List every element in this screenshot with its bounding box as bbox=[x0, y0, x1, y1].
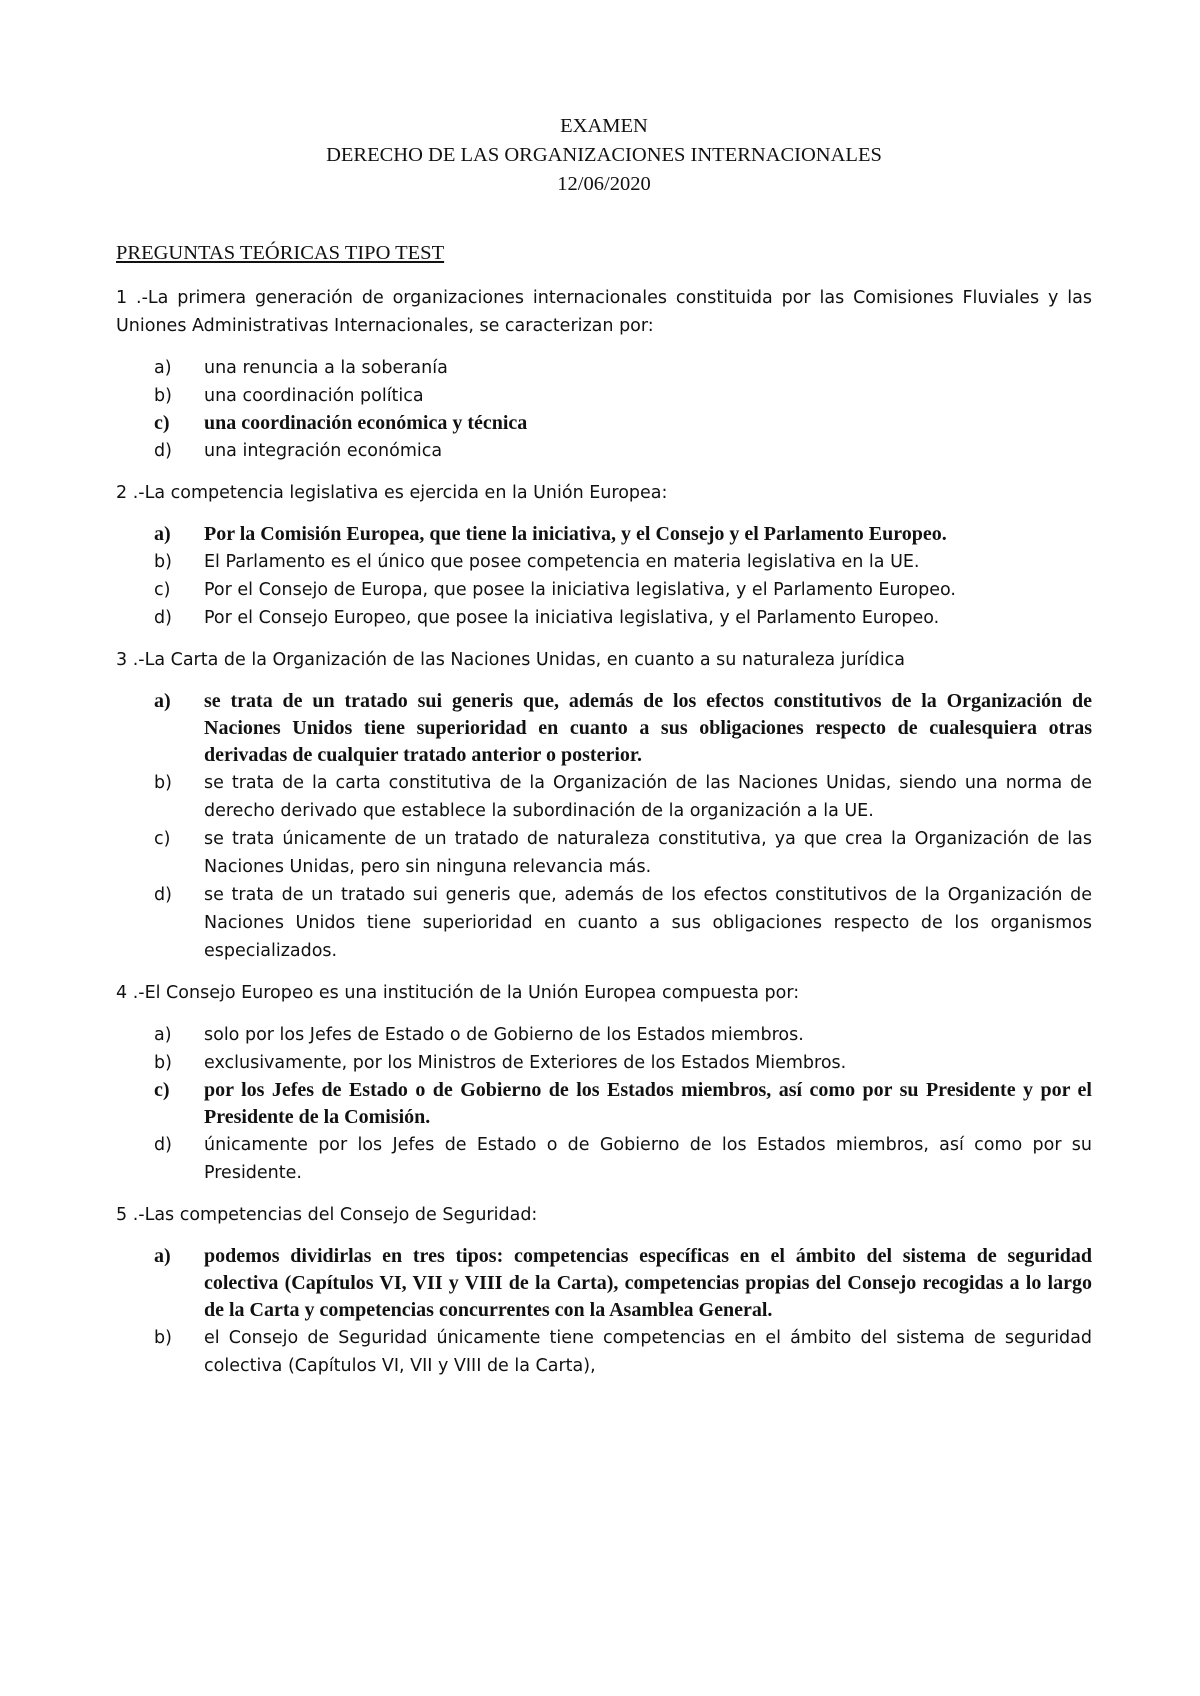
option-text: podemos dividirlas en tres tipos: competencias específicas en el ámbito del sistema de seguridad colectiva (Capítulos VI, VII y VIII de la Carta), competencias propias del Consejo recogidas a lo largo de la Carta y competencias concurrentes con la Asamblea General. bbox=[204, 1245, 1092, 1321]
option-text: una renuncia a la soberanía bbox=[204, 358, 448, 378]
option-letter: a) bbox=[154, 1025, 172, 1045]
option-letter: c) bbox=[154, 829, 171, 849]
option-text: El Parlamento es el único que posee competencia en materia legislativa en la UE. bbox=[204, 552, 920, 572]
answer-option bbox=[116, 382, 1092, 410]
answer-option bbox=[116, 769, 1092, 825]
question-1 bbox=[116, 284, 1092, 465]
question-list bbox=[116, 284, 1092, 1380]
option-list bbox=[116, 354, 1092, 465]
option-text: por los Jefes de Estado o de Gobierno de los Estados miembros, así como por su Presidente y por el Presidente de la Comisión. bbox=[204, 1079, 1092, 1128]
question-5 bbox=[116, 1201, 1092, 1380]
answer-option bbox=[116, 1131, 1092, 1187]
option-text: Por el Consejo Europeo, que posee la iniciativa legislativa, y el Parlamento Europeo. bbox=[204, 608, 940, 628]
answer-option bbox=[116, 576, 1092, 604]
answer-option-correct bbox=[116, 1077, 1092, 1131]
answer-option-correct bbox=[116, 688, 1092, 769]
option-text: una integración económica bbox=[204, 441, 443, 461]
option-letter: a) bbox=[154, 690, 171, 712]
question-4 bbox=[116, 979, 1092, 1187]
answer-option bbox=[116, 354, 1092, 382]
question-stem: 2 .-La competencia legislativa es ejercida en la Unión Europea: bbox=[116, 483, 668, 503]
answer-option-correct bbox=[116, 1243, 1092, 1324]
option-text: se trata de un tratado sui generis que, además de los efectos constitutivos de la Organización de Naciones Unidos tiene superioridad en cuanto a sus obligaciones respecto de cualesquiera otras derivadas de cualquier tratado anterior o posterior. bbox=[204, 690, 1092, 766]
question-stem: 1 .-La primera generación de organizaciones internacionales constituida por las Comisiones Fluviales y las Uniones Administrativas Internacionales, se caracterizan por: bbox=[116, 288, 1092, 336]
option-list bbox=[116, 688, 1092, 965]
option-letter: b) bbox=[154, 386, 172, 406]
option-text: solo por los Jefes de Estado o de Gobierno de los Estados miembros. bbox=[204, 1025, 804, 1045]
question-stem: 4 .-El Consejo Europeo es una institución de la Unión Europea compuesta por: bbox=[116, 983, 800, 1003]
option-letter: c) bbox=[154, 412, 170, 434]
question-stem: 5 .-Las competencias del Consejo de Seguridad: bbox=[116, 1205, 538, 1225]
answer-option bbox=[116, 1049, 1092, 1077]
answer-option-correct bbox=[116, 410, 1092, 437]
option-letter: d) bbox=[154, 885, 172, 905]
answer-option bbox=[116, 548, 1092, 576]
option-letter: b) bbox=[154, 1328, 172, 1348]
option-letter: a) bbox=[154, 523, 171, 545]
course-title: DERECHO DE LAS ORGANIZACIONES INTERNACIONALES bbox=[326, 144, 882, 166]
option-text: exclusivamente, por los Ministros de Exteriores de los Estados Miembros. bbox=[204, 1053, 847, 1073]
option-letter: b) bbox=[154, 1053, 172, 1073]
exam-header bbox=[116, 112, 1092, 199]
option-letter: c) bbox=[154, 580, 171, 600]
option-letter: a) bbox=[154, 358, 172, 378]
option-text: se trata de un tratado sui generis que, además de los efectos constitutivos de la Organización de Naciones Unidos tiene superioridad en cuanto a sus obligaciones respecto de los organismos especializados. bbox=[204, 885, 1092, 961]
option-text: Por el Consejo de Europa, que posee la iniciativa legislativa, y el Parlamento Europeo. bbox=[204, 580, 956, 600]
option-letter: d) bbox=[154, 608, 172, 628]
option-text: Por la Comisión Europea, que tiene la iniciativa, y el Consejo y el Parlamento Europeo. bbox=[204, 523, 947, 545]
question-2 bbox=[116, 479, 1092, 632]
question-3 bbox=[116, 646, 1092, 965]
answer-option bbox=[116, 881, 1092, 965]
exam-date: 12/06/2020 bbox=[557, 173, 651, 195]
option-letter: c) bbox=[154, 1079, 170, 1101]
option-text: una coordinación política bbox=[204, 386, 424, 406]
option-text: se trata únicamente de un tratado de naturaleza constitutiva, ya que crea la Organización de las Naciones Unidas, pero sin ninguna relevancia más. bbox=[204, 829, 1092, 877]
answer-option bbox=[116, 1021, 1092, 1049]
section-title: PREGUNTAS TEÓRICAS TIPO TEST bbox=[116, 242, 445, 264]
option-letter: b) bbox=[154, 552, 172, 572]
option-list bbox=[116, 1021, 1092, 1187]
option-list bbox=[116, 521, 1092, 632]
option-list bbox=[116, 1243, 1092, 1380]
option-letter: d) bbox=[154, 441, 172, 461]
answer-option bbox=[116, 437, 1092, 465]
option-text: únicamente por los Jefes de Estado o de Gobierno de los Estados miembros, así como por su Presidente. bbox=[204, 1135, 1092, 1183]
option-text: el Consejo de Seguridad únicamente tiene competencias en el ámbito del sistema de seguridad colectiva (Capítulos VI, VII y VIII de la Carta), bbox=[204, 1328, 1092, 1376]
question-stem: 3 .-La Carta de la Organización de las Naciones Unidas, en cuanto a su naturaleza jurídica bbox=[116, 650, 906, 670]
answer-option bbox=[116, 825, 1092, 881]
exam-title: EXAMEN bbox=[560, 115, 648, 137]
answer-option-correct bbox=[116, 521, 1092, 548]
option-letter: d) bbox=[154, 1135, 172, 1155]
answer-option bbox=[116, 604, 1092, 632]
option-letter: b) bbox=[154, 773, 172, 793]
option-text: se trata de la carta constitutiva de la Organización de las Naciones Unidas, siendo una norma de derecho derivado que establece la subordinación de la organización a la UE. bbox=[204, 773, 1092, 821]
option-letter: a) bbox=[154, 1245, 171, 1267]
option-text: una coordinación económica y técnica bbox=[204, 412, 528, 434]
answer-option bbox=[116, 1324, 1092, 1380]
